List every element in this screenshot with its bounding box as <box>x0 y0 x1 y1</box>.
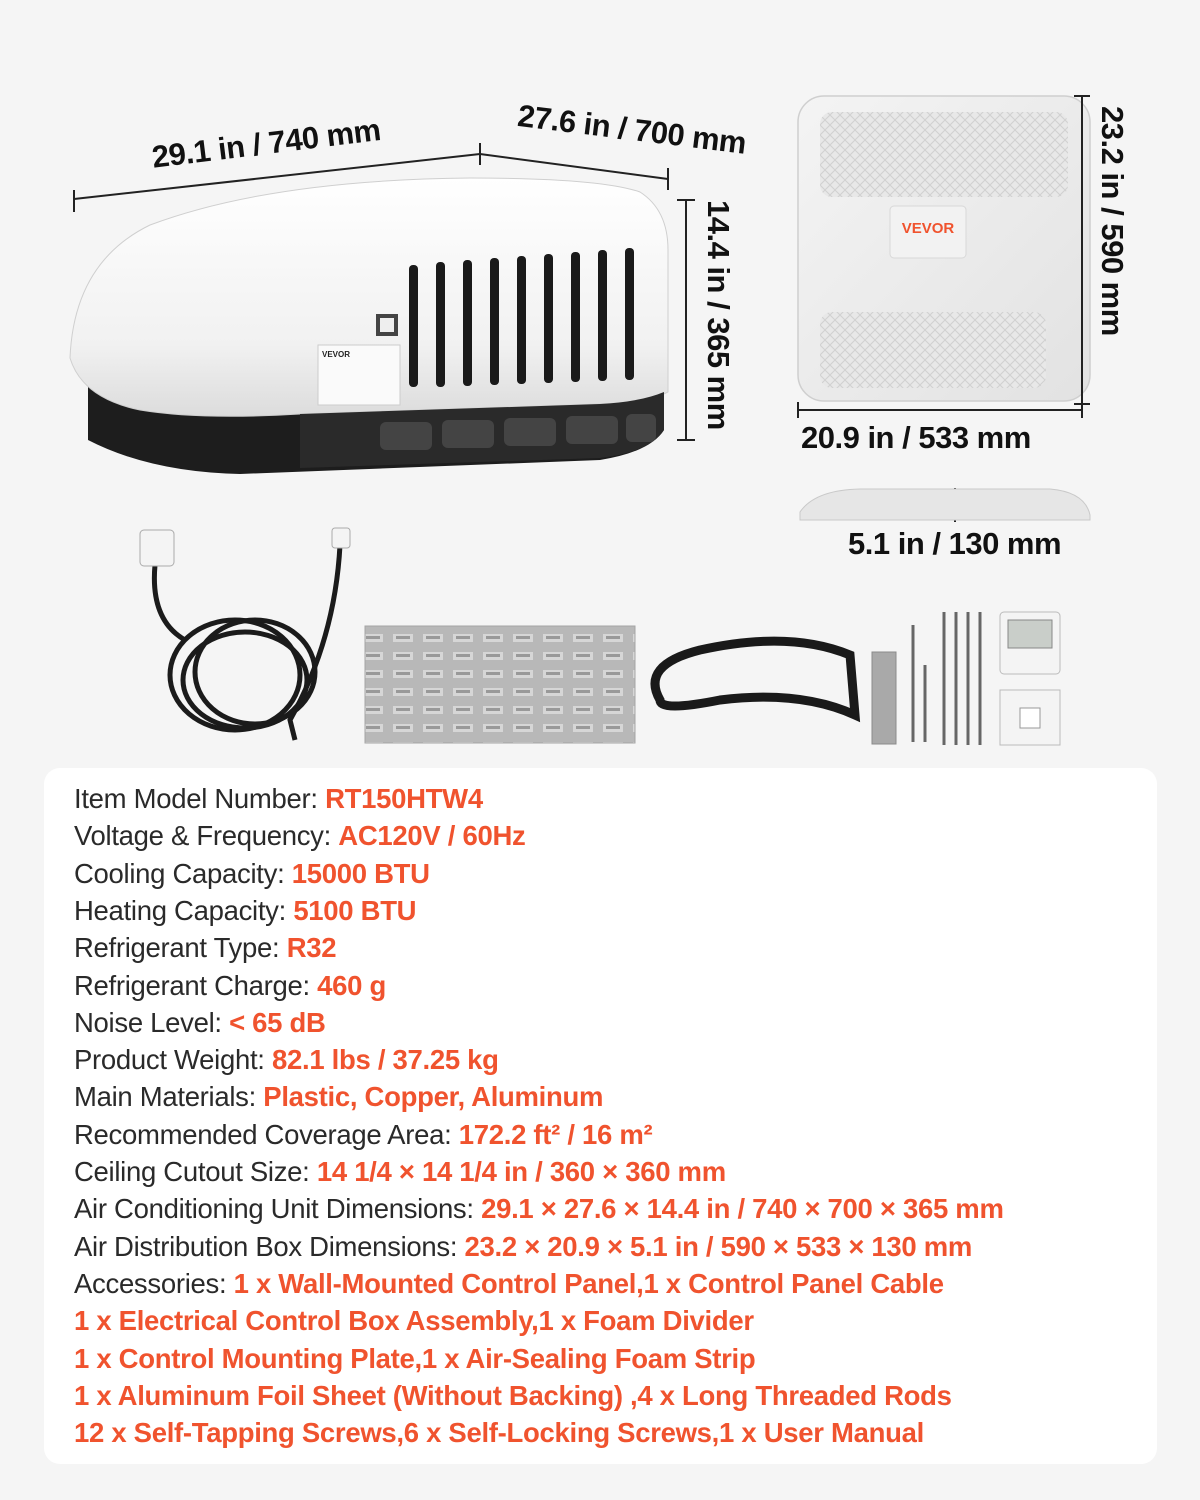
control-cable-image <box>154 545 340 740</box>
ac-unit-image <box>70 178 668 474</box>
unit-width-label: 27.6 in / 700 mm <box>515 98 749 161</box>
spec-item-model: Item Model Number: RT150HTW4 <box>74 783 483 814</box>
accessories-line-5: 12 x Self-Tapping Screws,6 x Self-Locking Screws,1 x User Manual <box>74 1417 924 1449</box>
unit-length-label: 29.1 in / 740 mm <box>150 111 383 175</box>
distribution-box-image <box>798 96 1090 401</box>
spec-box-dimensions: Air Distribution Box Dimensions: 23.2 × 20.9 × 5.1 in / 590 × 533 × 130 mm <box>74 1230 973 1262</box>
box-depth-label: 5.1 in / 130 mm <box>848 526 1062 561</box>
cable-connector-small <box>332 528 350 548</box>
foam-strip-image <box>655 641 855 715</box>
spec-refrigerant-type: Refrigerant Type: R32 <box>74 932 337 964</box>
spec-heating: Heating Capacity: 5100 BTU <box>74 894 417 926</box>
vevor-logo: VEVOR <box>901 220 955 237</box>
spec-refrigerant-charge: Refrigerant Charge: 460 g <box>74 969 386 1001</box>
spec-materials: Main Materials: Plastic, Copper, Aluminum <box>74 1081 604 1113</box>
spec-noise: Noise Level: < 65 dB <box>74 1006 326 1038</box>
spec-cutout: Ceiling Cutout Size: 14 1/4 × 14 1/4 in / 360 × 360 mm <box>74 1156 726 1187</box>
cable-connector <box>140 530 174 566</box>
accessories-line-3: 1 x Control Mounting Plate,1 x Air-Sealing Foam Strip <box>74 1342 756 1374</box>
box-side-image <box>800 489 1090 520</box>
spec-card <box>44 768 1157 1464</box>
vevor-logo-label: VEVOR <box>322 350 351 359</box>
spec-coverage: Recommended Coverage Area: 172.2 ft² / 16 m² <box>74 1118 653 1150</box>
spec-voltage: Voltage & Frequency: AC120V / 60Hz <box>74 820 526 852</box>
accessories-line-4: 1 x Aluminum Foil Sheet (Without Backing) ,4 x Long Threaded Rods <box>74 1379 952 1411</box>
screws-rods-image <box>872 612 1060 745</box>
spec-weight: Product Weight: 82.1 lbs / 37.25 kg <box>74 1044 499 1076</box>
box-width-label: 20.9 in / 533 mm <box>801 420 1031 455</box>
unit-height-label: 14.4 in / 365 mm <box>701 200 736 430</box>
accessories-line-2: 1 x Electrical Control Box Assembly,1 x Foam Divider <box>74 1305 754 1337</box>
foil-sheet-image <box>365 626 635 743</box>
box-height-label: 23.2 in / 590 mm <box>1095 106 1130 336</box>
spec-accessories: Accessories: 1 x Wall-Mounted Control Panel,1 x Control Panel Cable <box>74 1267 944 1299</box>
spec-unit-dimensions: Air Conditioning Unit Dimensions: 29.1 × 27.6 × 14.4 in / 740 × 700 × 365 mm <box>74 1193 1004 1225</box>
spec-cooling: Cooling Capacity: 15000 BTU <box>74 857 430 889</box>
